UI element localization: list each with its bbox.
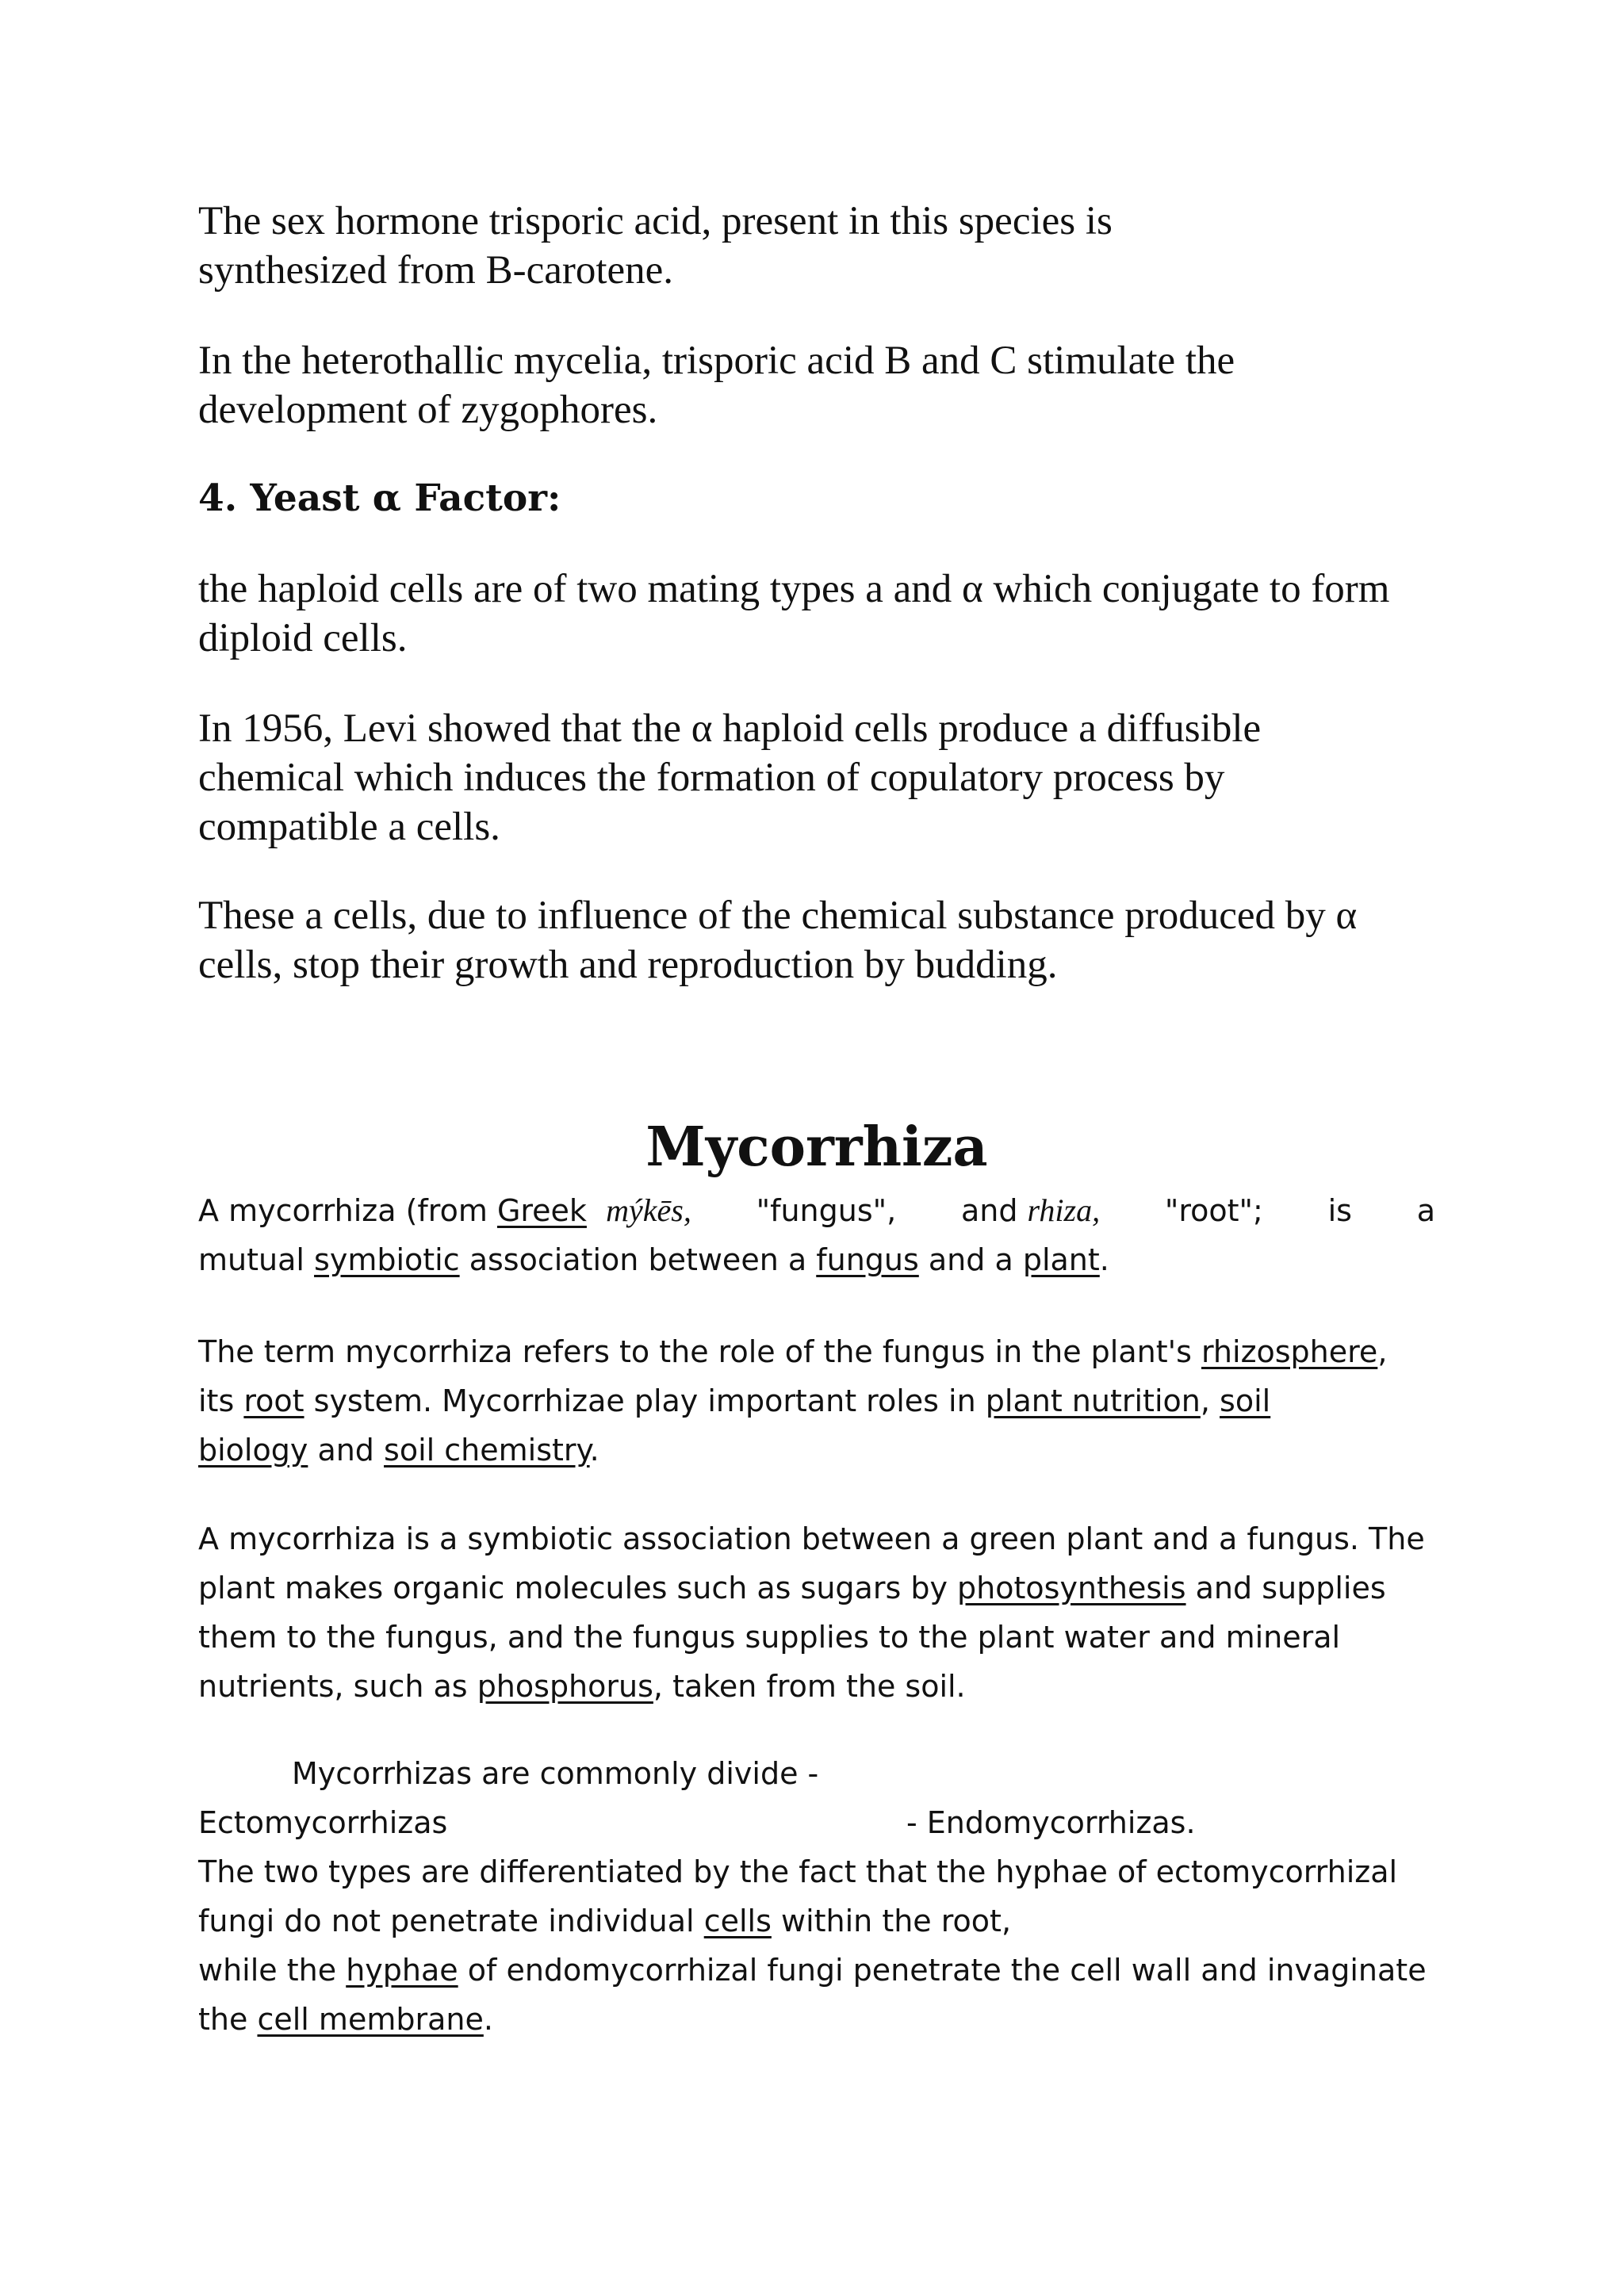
word-is: is (1327, 1193, 1352, 1228)
greek-word-mykes: mýkēs, (606, 1192, 691, 1228)
paragraph-levi-1956: In 1956, Levi showed that the α haploid cells produce a diffusible chemical which induces the formation of copulatory process by compatible a cells. (198, 706, 1262, 849)
paragraph-heterothallic: In the heterothallic mycelia, trisporic acid B and C stimulate the development of zygophores. (198, 339, 1235, 432)
type-endomycorrhizas: - Endomycorrhizas. (906, 1805, 1196, 1840)
definition-line-1 (198, 1186, 1435, 1235)
paragraph-text: . (589, 1433, 599, 1468)
paragraph-types (198, 1749, 1435, 2044)
definition-line-2 (198, 1235, 1435, 1284)
link-phosphorus[interactable]: phosphorus (477, 1669, 653, 1704)
type-ectomycorrhizas: Ectomycorrhizas (198, 1805, 448, 1840)
paragraph-text: while the (198, 1953, 337, 1988)
paragraph-text: and (317, 1433, 374, 1468)
link-soil-biology-cont[interactable]: biology (198, 1433, 308, 1468)
word-root-quoted: "root"; (1164, 1193, 1263, 1228)
link-plant[interactable]: plant (1022, 1242, 1100, 1277)
link-cell-membrane[interactable]: cell membrane (257, 2002, 484, 2037)
section-title: Mycorrhiza (645, 1115, 988, 1179)
link-soil-biology[interactable]: soil (1220, 1383, 1271, 1418)
paragraph-mating-types: the haploid cells are of two mating types a and α which conjugate to form diploid cells. (198, 567, 1390, 660)
word-a: a (1416, 1193, 1435, 1228)
paragraph-text: within the root, (780, 1904, 1012, 1938)
paragraph-text: and supplies them to the fungus, and the fungus supplies to the plant water and mineral nutrients, such as (198, 1571, 1386, 1704)
definition-text: . (1099, 1242, 1109, 1277)
heading-yeast-alpha-factor: 4. Yeast α Factor: (198, 476, 561, 520)
link-hyphae[interactable]: hyphae (346, 1953, 458, 1988)
paragraph-alpha-cells: These a cells, due to influence of the chemical substance produced by α cells, stop their growth and reproduction by budding. (198, 894, 1358, 987)
word-fungus-quoted: "fungus", (756, 1193, 897, 1228)
paragraph-text: The two types are differentiated by the fact that the hyphae of ectomycorrhizal fungi do not penetrate individual (198, 1854, 1398, 1938)
paragraph-mycorrhiza-definition (198, 1186, 1435, 1284)
link-cells[interactable]: cells (703, 1904, 772, 1938)
definition-text: A mycorrhiza (from (198, 1193, 488, 1228)
link-plant-nutrition[interactable]: plant nutrition (985, 1383, 1201, 1418)
paragraph-text: , taken from the soil. (653, 1669, 966, 1704)
paragraph-text: system. Mycorrhizae play important roles in (313, 1383, 976, 1418)
link-photosynthesis[interactable]: photosynthesis (957, 1571, 1186, 1605)
link-root[interactable]: root (243, 1383, 304, 1418)
paragraph-text: , (1377, 1334, 1388, 1369)
paragraph-text: its (198, 1383, 235, 1418)
definition-text: and a (928, 1242, 1013, 1277)
word-rhiza: rhiza, (1027, 1192, 1101, 1228)
paragraph-text: . (483, 2002, 493, 2037)
link-symbiotic[interactable]: symbiotic (314, 1242, 460, 1277)
paragraph-text: the (198, 2002, 248, 2037)
link-soil-chemistry[interactable]: soil chemistry (384, 1433, 590, 1468)
paragraph-text: The term mycorrhiza refers to the role of the fungus in the plant's (198, 1334, 1192, 1369)
paragraph-text: A mycorrhiza is a symbiotic association between a green plant and a fungus. The plant makes organic molecules such as sugars by (198, 1521, 1425, 1605)
link-rhizosphere[interactable]: rhizosphere (1201, 1334, 1378, 1369)
link-greek[interactable]: Greek (496, 1193, 587, 1228)
definition-text: mutual (198, 1242, 304, 1277)
definition-text: association between a (469, 1242, 807, 1277)
paragraph-term-meaning (198, 1327, 1435, 1475)
paragraph-text: , (1200, 1383, 1210, 1418)
paragraph-trisporic-acid: The sex hormone trisporic acid, present in this species is synthesized from B-carotene. (198, 199, 1113, 293)
paragraph-text: of endomycorrhizal fungi penetrate the cell wall and invaginate (467, 1953, 1427, 1988)
types-row (198, 1798, 1435, 1847)
word-and: and (960, 1193, 1018, 1228)
types-intro-line: Mycorrhizas are commonly divide - (292, 1756, 819, 1791)
link-fungus[interactable]: fungus (816, 1242, 919, 1277)
paragraph-symbiosis (198, 1514, 1435, 1711)
